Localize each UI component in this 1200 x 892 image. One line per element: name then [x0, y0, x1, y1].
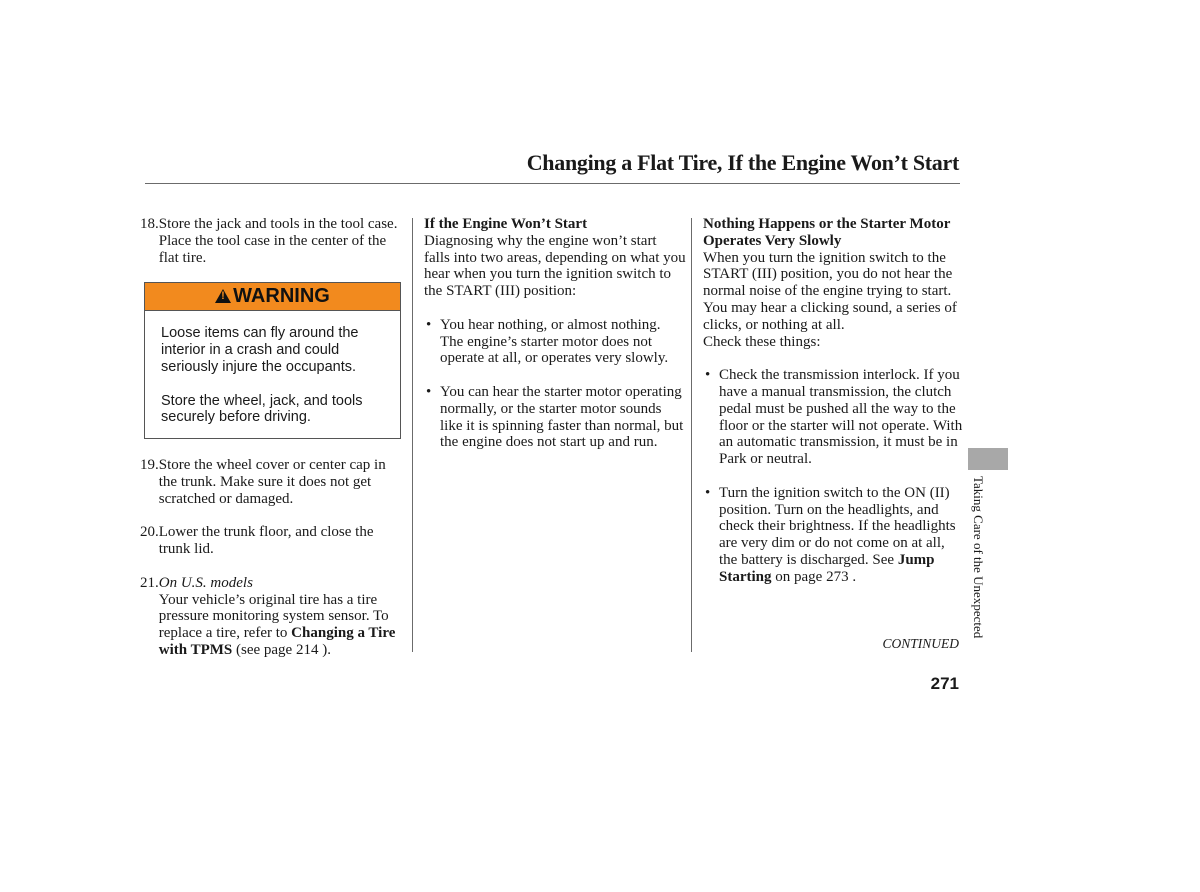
list-item-text: You can hear the starter motor operating normally, or the starter motor sounds like it is spinning faster than normal, but the engine does not start up and run.: [440, 383, 684, 451]
warning-paragraph: Loose items can fly around the interior in a crash and could seriously injure the occupants.: [161, 325, 359, 375]
list-item-text: You hear nothing, or almost nothing. The engine’s starter motor does not operate at all, or operates very slowly.: [440, 316, 669, 367]
section-intro: When you turn the ignition switch to the START (III) position, you do not hear the normal noise of the engine trying to start. You may hear a clicking sound, a series of clicks, or nothing at all.: [703, 249, 957, 333]
warning-box: [144, 282, 401, 439]
step-18: [140, 216, 405, 266]
step-text-part: Your vehicle’s original tire has a tire pressure monitoring system sensor. To replace a tire, refer to: [158, 591, 389, 642]
list-item: [705, 485, 965, 586]
bullet-icon: •: [426, 383, 432, 400]
tpms-reference-link[interactable]: Changing a Tire with TPMS: [158, 625, 396, 658]
step-text: Store the jack and tools in the tool case. Place the tool case in the center of the flat tire.: [158, 216, 398, 266]
section-tab: [968, 448, 1008, 470]
section-intro: Diagnosing why the engine won’t start falls into two areas, depending on what you hear when you turn the ignition switch to the START (III) position:: [424, 232, 686, 300]
on-page-text: on page: [771, 568, 823, 585]
list-item: [705, 367, 965, 468]
column-1: [140, 216, 405, 659]
step-text: [159, 575, 405, 659]
step-number: 21.: [140, 574, 159, 591]
jump-starting-link[interactable]: Jump Starting: [719, 551, 935, 585]
list-item: [426, 384, 686, 451]
column-divider: [412, 218, 413, 652]
column-2: [424, 216, 686, 451]
bullet-icon: •: [705, 484, 711, 501]
title-rule: [145, 183, 960, 184]
section-heading: If the Engine Won’t Start: [424, 216, 588, 232]
step-text: Store the wheel cover or center cap in the trunk. Make sure it does not get scratched or damaged.: [158, 457, 386, 507]
section-label: Taking Care of the Unexpected: [971, 476, 986, 639]
step-19: [140, 457, 405, 507]
step-text: Lower the trunk floor, and close the trunk lid.: [158, 524, 374, 558]
section-heading: Nothing Happens or the Starter Motor Operates Very Slowly: [703, 216, 951, 249]
check-text: Check these things:: [703, 333, 821, 350]
warning-body: [145, 311, 400, 438]
warning-paragraph: Store the wheel, jack, and tools securely before driving.: [161, 392, 363, 426]
page-reference[interactable]: 214: [295, 641, 319, 658]
step-21: [140, 575, 405, 659]
column-3: [703, 216, 965, 586]
page-title: Changing a Flat Tire, If the Engine Won’t Start: [526, 150, 959, 175]
list-item: [426, 317, 686, 367]
step-number: 20.: [140, 524, 159, 541]
warning-triangle-icon: [215, 289, 231, 303]
page-number: 271: [930, 674, 959, 693]
reference-tail: ).: [318, 641, 331, 658]
continued-label: CONTINUED: [882, 636, 959, 651]
list-item-text: Check the transmission interlock. If you have a manual transmission, the clutch pedal must be pushed all the way to the floor or the starter will not operate. With an automatic transmission, it must be in Park or neutral.: [719, 367, 963, 468]
warning-label: WARNING: [233, 285, 330, 308]
step-number: 18.: [140, 216, 159, 232]
warning-header: [145, 283, 400, 311]
models-note: On U.S. models: [158, 574, 253, 591]
list-item-text-part: Turn the ignition switch to the ON (II) position. Turn on the headlights, and check their brightness. If the headlights are very dim or do not come on at all, the battery is discharged. See: [719, 484, 956, 568]
see-text: (see page: [232, 641, 293, 658]
bullet-icon: •: [426, 316, 432, 333]
list-item-text: [719, 485, 965, 586]
reference-tail: .: [848, 568, 857, 585]
page-reference[interactable]: 273: [826, 568, 849, 585]
bullet-icon: •: [705, 367, 711, 384]
step-number: 19.: [140, 457, 159, 474]
step-20: [140, 524, 405, 558]
column-divider: [691, 218, 692, 652]
